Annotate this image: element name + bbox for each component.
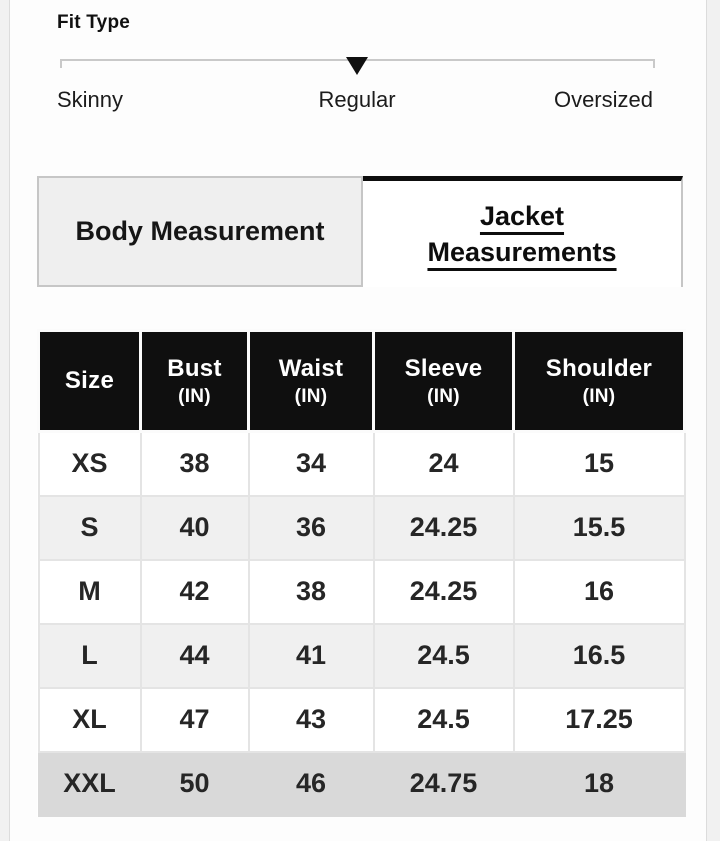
left-gutter <box>0 0 10 841</box>
value-cell: 24.25 <box>374 496 514 560</box>
table-row-xl <box>39 688 685 752</box>
tab-jacket-measurements-label: Jacket Measurements <box>427 200 617 267</box>
size-chart-table <box>37 329 686 817</box>
value-cell: 41 <box>249 624 374 688</box>
fit-option-skinny[interactable]: Skinny <box>57 87 124 112</box>
table-row-l <box>39 624 685 688</box>
table-row-s <box>39 496 685 560</box>
size-cell: XL <box>39 688 141 752</box>
size-cell: XXL <box>39 752 141 816</box>
value-cell: 15 <box>514 432 685 496</box>
value-cell: 47 <box>141 688 249 752</box>
header-cell-shoulder: Shoulder (IN) <box>514 331 685 432</box>
tab-body-measurement-label: Body Measurement <box>75 216 325 246</box>
value-cell: 16.5 <box>514 624 685 688</box>
value-cell: 36 <box>249 496 374 560</box>
value-cell: 40 <box>141 496 249 560</box>
value-cell: 38 <box>141 432 249 496</box>
value-cell: 46 <box>249 752 374 816</box>
value-cell: 24.75 <box>374 752 514 816</box>
size-cell: L <box>39 624 141 688</box>
header-cell-bust: Bust (IN) <box>141 331 249 432</box>
fit-type-label: Fit Type <box>57 12 131 33</box>
value-cell: 24.5 <box>374 688 514 752</box>
right-gutter <box>706 0 720 841</box>
value-cell: 17.25 <box>514 688 685 752</box>
value-cell: 50 <box>141 752 249 816</box>
table-header-row <box>39 331 685 432</box>
value-cell: 42 <box>141 560 249 624</box>
value-cell: 24.25 <box>374 560 514 624</box>
fit-option-regular[interactable]: Regular <box>318 87 396 112</box>
value-cell: 43 <box>249 688 374 752</box>
value-cell: 34 <box>249 432 374 496</box>
value-cell: 24.5 <box>374 624 514 688</box>
header-cell-size: Size <box>39 331 141 432</box>
size-cell: M <box>39 560 141 624</box>
value-cell: 18 <box>514 752 685 816</box>
fit-option-oversized[interactable]: Oversized <box>553 87 653 112</box>
tab-body-measurement[interactable] <box>37 176 363 287</box>
down-triangle-icon[interactable] <box>346 57 368 75</box>
value-cell: 44 <box>141 624 249 688</box>
value-cell: 15.5 <box>514 496 685 560</box>
header-cell-sleeve: Sleeve (IN) <box>374 331 514 432</box>
value-cell: 16 <box>514 560 685 624</box>
tab-jacket-measurements[interactable] <box>363 176 683 287</box>
header-cell-waist: Waist (IN) <box>249 331 374 432</box>
table-row-xxl <box>39 752 685 816</box>
size-cell: S <box>39 496 141 560</box>
table-row-m <box>39 560 685 624</box>
value-cell: 38 <box>249 560 374 624</box>
size-cell: XS <box>39 432 141 496</box>
table-body <box>39 432 685 816</box>
value-cell: 24 <box>374 432 514 496</box>
measurement-tabs <box>37 176 683 287</box>
table-row-xs <box>39 432 685 496</box>
